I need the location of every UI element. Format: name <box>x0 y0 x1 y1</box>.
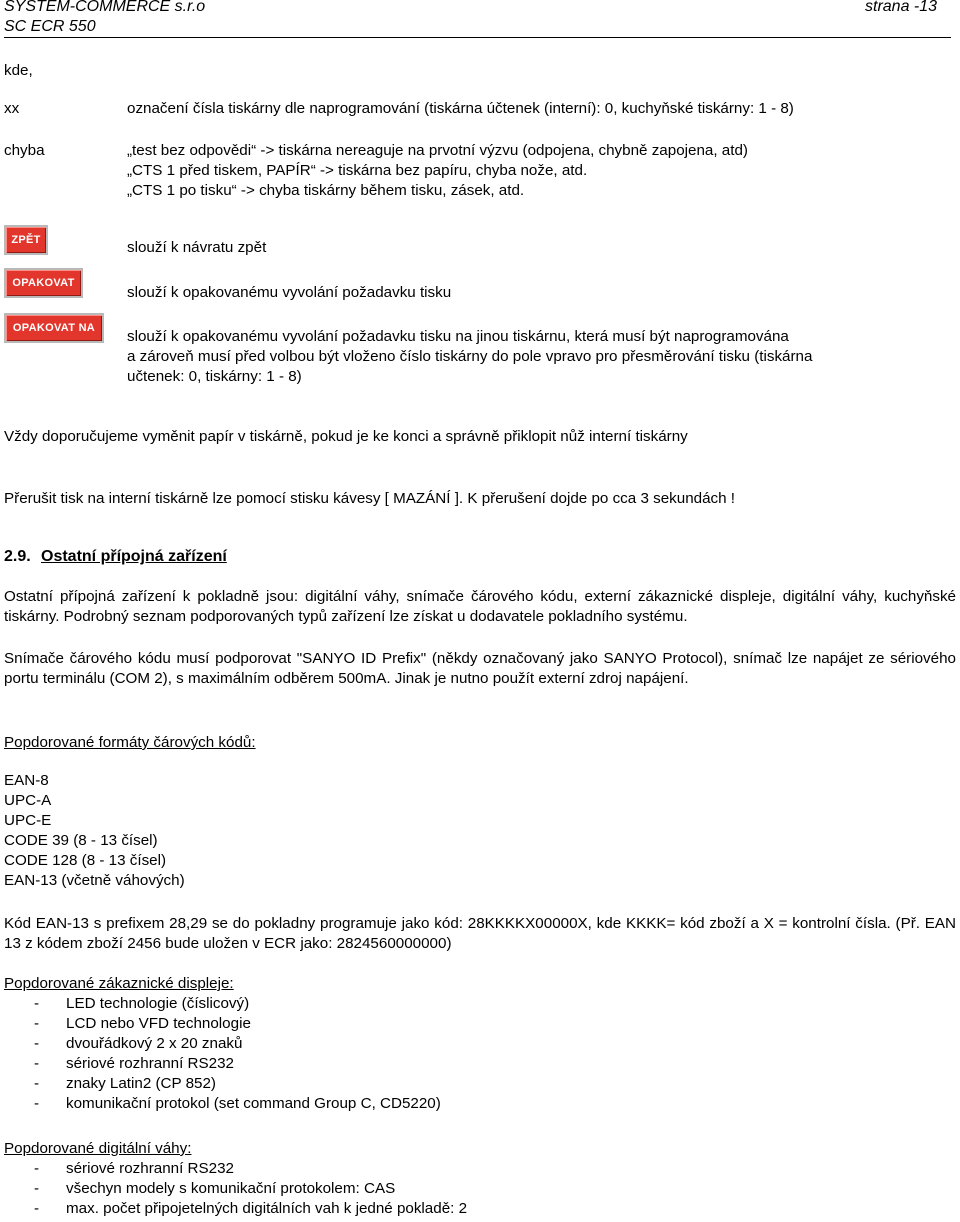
header-company: SYSTEM-COMMERCE s.r.o <box>4 0 206 15</box>
header-page-number: strana -13 <box>865 0 938 15</box>
list-item: - komunikační protokol (set command Group C, CD5220) <box>34 1095 441 1112</box>
list-item: - všechyn modely s komunikační protokolem: CAS <box>34 1180 396 1197</box>
list-item: EAN-8 <box>4 772 49 789</box>
list-item: - max. počet připojetelných digitálních vah k jedné pokladě: 2 <box>34 1200 468 1217</box>
button-description: a zároveň musí před volbou být vloženo číslo tiskárny do pole vpravo pro přesměrování tisku (tiskárna <box>127 348 813 365</box>
scales-heading: Popdorované digitální váhy: <box>4 1140 192 1157</box>
displays-list <box>4 994 441 1114</box>
list-item: UPC-E <box>4 812 52 829</box>
note-cancel: Přerušit tisk na interní tiskárně lze pomocí stisku kávesy [ MAZÁNÍ ]. K přerušení dojde po cca 3 sekundách ! <box>4 490 736 507</box>
list-item: - znaky Latin2 (CP 852) <box>34 1075 216 1092</box>
list-item: UPC-A <box>4 792 52 809</box>
section-title: Ostatní přípojná zařízení <box>41 548 227 565</box>
list-item: - LCD nebo VFD technologie <box>34 1015 251 1032</box>
button-description: slouží k návratu zpět <box>127 239 267 256</box>
paragraph-devices: Ostatní přípojná zařízení k pokladně jsou: digitální váhy, snímače čárového kódu, externí zákaznické displeje, digitální váhy, kuchyňské tiskárny. Podrobný seznam podporovaných typů zařízení lze získat u dodavatele pokladního systému. <box>4 588 956 625</box>
list-item: CODE 39 (8 - 13 čísel) <box>4 832 158 849</box>
list-item: CODE 128 (8 - 13 čísel) <box>4 852 167 869</box>
section-number: 2.9. <box>4 548 31 565</box>
barcode-formats-list <box>4 771 185 891</box>
opakovat-na-button: OPAKOVAT NA <box>4 313 104 343</box>
list-item: - dvouřádkový 2 x 20 znaků <box>34 1035 243 1052</box>
displays-heading: Popdorované zákaznické displeje: <box>4 975 234 992</box>
paragraph-ean: Kód EAN-13 s prefixem 28,29 se do pokladny programuje jako kód: 28KKKKX00000X, kde KKKK= kód zboží a X = kontrolní čísla. (Př. EAN 13 z kódem zboží 2456 bude uložen v ECR jako: 2824560000000) <box>4 915 956 952</box>
button-description: slouží k opakovanému vyvolání požadavku tisku <box>127 284 452 301</box>
note-paper: Vždy doporučujeme vyměnit papír v tiskárně, pokud je ke konci a správně přiklopit nůž interní tiskárny <box>4 428 688 445</box>
header-product: SC ECR 550 <box>4 18 96 35</box>
definition-text: „CTS 1 po tisku“ -> chyba tiskárny během tisku, zásek, atd. <box>127 182 525 199</box>
barcode-formats-heading: Popdorované formáty čárových kódů: <box>4 734 256 751</box>
definition-text: „CTS 1 před tiskem, PAPÍR“ -> tiskárna bez papíru, chyba nože, atd. <box>127 162 588 179</box>
list-item: - LED technologie (číslicový) <box>34 995 250 1012</box>
list-item: EAN-13 (včetně váhových) <box>4 872 185 889</box>
list-item: - sériové rozhranní RS232 <box>34 1160 234 1177</box>
header-rule <box>4 37 951 38</box>
intro-where: kde, <box>4 62 33 79</box>
paragraph-scanner: Snímače čárového kódu musí podporovat "SANYO ID Prefix" (někdy označovaný jako SANYO Protocol), snímač lze napájet ze sériového portu terminálu (COM 2), s maximálním odběrem 500mA. Jinak je nutno použít externí zdroj napájení. <box>4 650 956 687</box>
list-item: - sériové rozhranní RS232 <box>34 1055 234 1072</box>
scales-list <box>4 1159 467 1219</box>
opakovat-button: OPAKOVAT <box>4 268 83 298</box>
definition-text: označení čísla tiskárny dle naprogramování (tiskárna účtenek (interní): 0, kuchyňské tiskárny: 1 - 8) <box>127 100 794 117</box>
button-description: slouží k opakovanému vyvolání požadavku tisku na jinou tiskárnu, která musí být naprogramována <box>127 328 789 345</box>
definition-term: chyba <box>4 142 45 159</box>
zpet-button: ZPĚT <box>4 225 48 255</box>
definition-text: „test bez odpovědi“ -> tiskárna nereaguje na prvotní výzvu (odpojena, chybně zapojena, atd) <box>127 142 748 159</box>
button-description: učtenek: 0, tiskárny: 1 - 8) <box>127 368 302 385</box>
definition-term: xx <box>4 100 20 117</box>
